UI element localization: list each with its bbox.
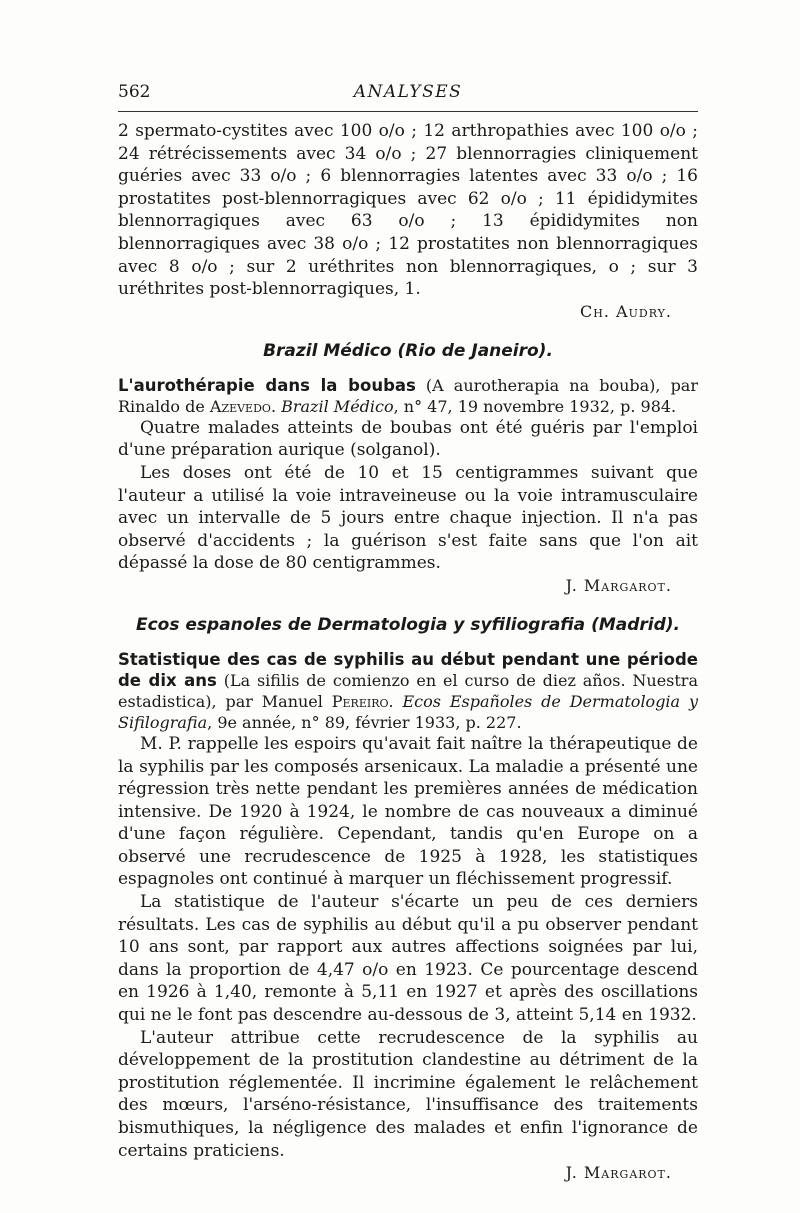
- article-author: Azevedo: [209, 396, 271, 416]
- article-journal: Ecos Españoles de Dermatologia y Sifilografia: [118, 691, 698, 732]
- article-author: Pereiro: [331, 691, 389, 711]
- signature-audry: Ch. Audry.: [580, 301, 672, 321]
- article-title: Statistique des cas de syphilis au début pendant une période de dix ans: [118, 649, 698, 690]
- journal-heading-ecos: Ecos espanoles de Dermatologia y syfiliografia (Madrid).: [135, 614, 681, 635]
- article-journal: Brazil Médico: [281, 396, 394, 416]
- article-paragraph: M. P. rappelle les espoirs qu'avait fait naître la thérapeutique de la syphilis par les composés arsenicaux. La maladie a présenté une régression très nette pendant les premières années de médication intensive. De 1920 à 1924, le nombre de cas nouveaux a diminué d'une façon régulière. Cependant, tandis qu'en Europe on a observé une recrudescence de 1925 à 1928, les statistiques espagnoles ont continué à marquer un fléchissement progressif.: [118, 733, 698, 890]
- article-header-syphilis: [118, 649, 698, 733]
- page-number: 562: [118, 82, 151, 102]
- article-reference: (A aurotherapia na bouba), par Rinaldo de: [118, 375, 698, 416]
- running-title: ANALYSES: [353, 82, 463, 102]
- ref-sep: .: [270, 396, 282, 416]
- header-rule: [118, 111, 698, 112]
- article-paragraph: Les doses ont été de 10 et 15 centigrammes suivant que l'auteur a utilisé la voie intraveineuse ou la voie intramusculaire avec un intervalle de 5 jours entre chaque injection. Il n'a pas observé d'accidents ; la guérison s'est faite sans que l'on ait dépassé la dose de 80 centigrammes.: [118, 462, 698, 574]
- article-title: L'aurothérapie dans la boubas: [118, 375, 416, 395]
- article-citation: , 9e année, n° 89, février 1933, p. 227.: [207, 712, 522, 732]
- ref-sep: .: [388, 691, 403, 711]
- statistics-paragraph: 2 spermato-cystites avec 100 o/o ; 12 arthropathies avec 100 o/o ; 24 rétrécissements avec 34 o/o ; 27 blennorragies cliniquement guéries avec 33 o/o ; 6 blennorragies latentes avec 33 o/o ; 16 prostatites post-blennorragiques avec 62 o/o ; 11 épididymites blennorragiques avec 63 o/o ; 13 épididymites non blennorragiques avec 38 o/o ; 12 prostatites non blennorragiques avec 8 o/o ; sur 2 uréthrites non blennorragiques, o ; sur 3 uréthrites post-blennorragiques, 1.: [118, 121, 698, 300]
- page: [118, 82, 698, 1184]
- article-header-aurotherapie: [118, 375, 698, 417]
- journal-heading-brazil: Brazil Médico (Rio de Janeiro).: [263, 340, 553, 361]
- page-body: [118, 120, 698, 1184]
- article-reference: (La sifilis de comienzo en el curso de diez años. Nuestra estadistica), par Manuel: [118, 670, 698, 711]
- article-citation: , n° 47, 19 novembre 1932, p. 984.: [393, 396, 677, 416]
- signature-margarot: J. Margarot.: [565, 575, 672, 595]
- page-header: [118, 82, 698, 108]
- article-paragraph: La statistique de l'auteur s'écarte un peu de ces derniers résultats. Les cas de syphilis au début qu'il a pu observer pendant 10 ans sont, par rapport aux autres affections soignées par lui, dans la proportion de 4,47 o/o en 1923. Ce pourcentage descend en 1926 à 1,40, remonte à 5,11 en 1927 et après des oscillations qui ne le font pas descendre au-dessous de 3, atteint 5,14 en 1932.: [118, 892, 698, 1026]
- signature-margarot: J. Margarot.: [565, 1163, 672, 1183]
- article-paragraph: L'auteur attribue cette recrudescence de la syphilis au développement de la prostitution clandestine au détriment de la prostitution réglementée. Il incrimine également le relâchement des mœurs, l'arséno-résistance, l'insuffisance des traitements bismuthiques, la négligence des malades et enfin l'ignorance de certains praticiens.: [118, 1027, 698, 1161]
- article-paragraph: Quatre malades atteints de boubas ont été guéris par l'emploi d'une préparation aurique (solganol).: [118, 417, 698, 461]
